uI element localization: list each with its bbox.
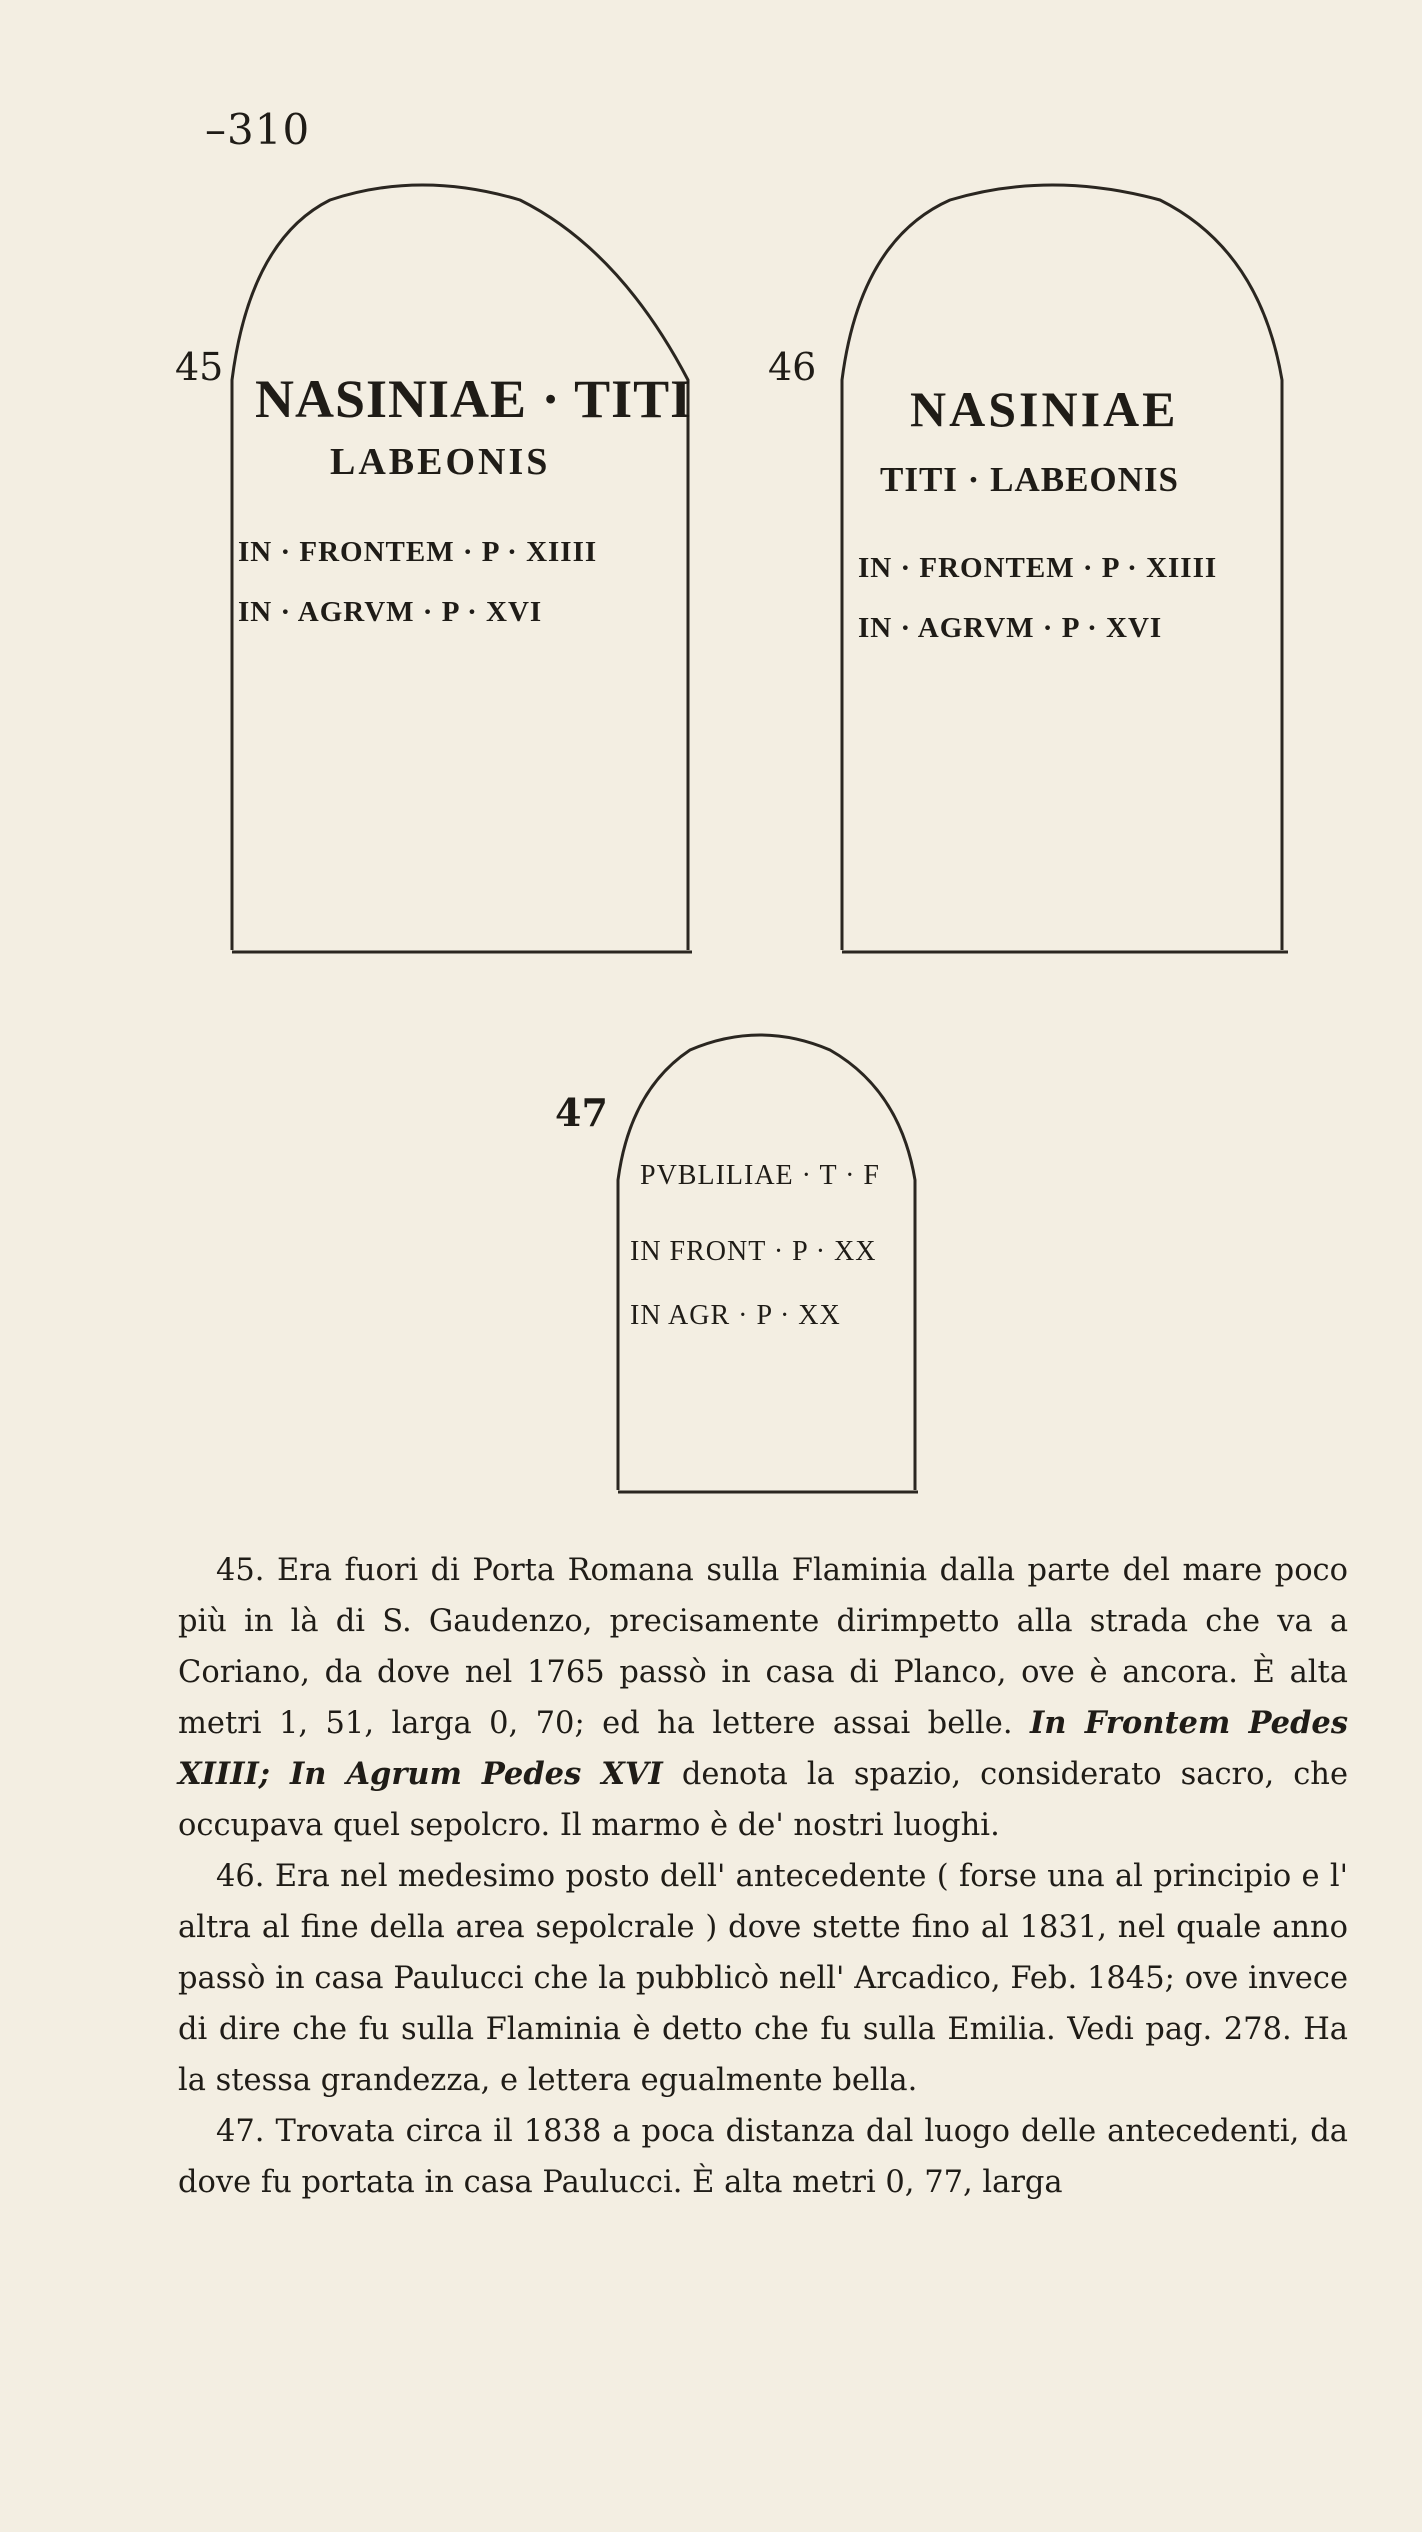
stele-46-line-3: IN · FRONTEM · P · XIIII: [858, 552, 1218, 584]
paragraph-47-number: 47.: [216, 2114, 265, 2149]
figure-46-number: 46: [768, 345, 817, 389]
stele-46-line-1: NASINIAE: [910, 381, 1179, 437]
stele-47-line-1: PVBLILIAE · T · F: [640, 1160, 880, 1191]
paragraph-45-italic: In Frontem Pedes XIIII; In Agrum Pedes XVI: [178, 1705, 1348, 1792]
commentary: [178, 1545, 1348, 2208]
stele-45-line-2: LABEONIS: [330, 441, 551, 483]
stele-47-line-3: IN AGR · P · XX: [630, 1300, 841, 1331]
paragraph-45-text-2: denota la spazio, considerato sacro, che occupava quel sepolcro. Il marmo è de' nostri luoghi.: [178, 1757, 1348, 1843]
page-number-value: 310: [227, 105, 311, 154]
figure-47-number: 47: [555, 1090, 608, 1135]
stele-45-line-4: IN · AGRVM · P · XVI: [238, 596, 543, 628]
commentary-paragraph-47: [178, 2106, 1348, 2208]
stele-47-line-2: IN FRONT · P · XX: [630, 1236, 877, 1267]
stele-46-line-4: IN · AGRVM · P · XVI: [858, 612, 1163, 644]
stele-45-line-1: NASINIAE · TITI: [255, 369, 693, 429]
stele-45-line-3: IN · FRONTEM · P · XIIII: [238, 536, 598, 568]
paragraph-45-number: 45.: [216, 1553, 265, 1588]
paragraph-46-text: Era nel medesimo posto dell' antecedente ( forse una al principio e l' altra al fine della area sepolcrale ) dove stette fino al 1831, nel quale anno passò in casa Paulucci che la pubblicò nell' Arcadico, Feb. 1845; ove invece di dire che fu sulla Flaminia è detto che fu sulla Emilia. Vedi pag. 278. Ha la stessa grandezza, e lettera egualmente bella.: [178, 1859, 1348, 2098]
commentary-paragraph-46: [178, 1851, 1348, 2106]
stele-46-line-2: TITI · LABEONIS: [880, 460, 1179, 499]
paragraph-46-number: 46.: [216, 1859, 265, 1894]
paragraph-47-text: Trovata circa il 1838 a poca distanza dal luogo delle antecedenti, da dove fu portata in casa Paulucci. È alta metri 0, 77, larga: [178, 2114, 1348, 2200]
commentary-paragraph-45: [178, 1545, 1348, 1851]
paragraph-45-text: Era fuori di Porta Romana sulla Flaminia dalla parte del mare poco più in là di S. Gaudenzo, precisamente dirimpetto alla strada che va a Coriano, da dove nel 1765 passò in casa di Planco, ove è ancora. È alta metri 1, 51, larga 0, 70; ed ha lettere assai belle.: [178, 1553, 1348, 1741]
page-number: –310: [205, 105, 311, 154]
figure-45-number: 45: [175, 345, 224, 389]
